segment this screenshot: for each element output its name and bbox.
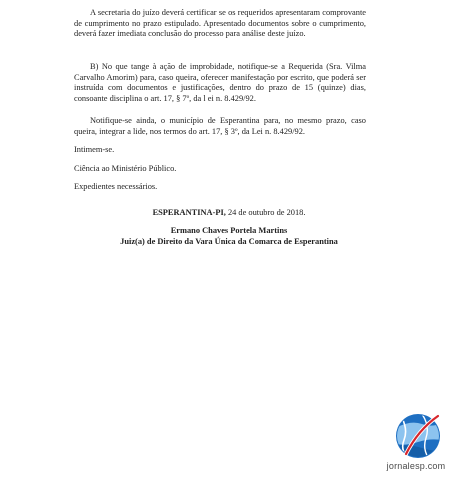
paragraph-municipality-notification: Notifique-se ainda, o município de Esperantina para, no mesmo prazo, caso queira, integrar a lide, nos termos do art. 17, § 3º, da Lei n. 8.429/92.: [74, 116, 366, 136]
expedientes-text: Expedientes necessários.: [74, 182, 158, 191]
date-text: 24 de outubro de 2018.: [225, 208, 306, 217]
intimem-text: Intimem-se.: [74, 145, 115, 154]
paragraph-certification: A secretaria do juízo deverá certificar se os requeridos apresentaram comprovante de cumprimento no prazo estipulado. Apresentado documentos sobre o cumprimento, deverá fazer imediata conclusão do processo para análise deste juízo.: [74, 8, 366, 39]
signer-name: Ermano Chaves Portela Martins: [170, 226, 288, 235]
signer-title: Juiz(a) de Direito da Vara Única da Comarca de Esperantina: [120, 237, 338, 246]
place-text: ESPERANTINA-PI,: [152, 208, 226, 217]
globe-logo-icon: [392, 410, 444, 462]
watermark-caption: jornalesp.com: [386, 461, 446, 471]
ciencia-text: Ciência ao Ministério Público.: [74, 164, 177, 173]
paragraph-improbity-notification: B) No que tange à ação de improbidade, notifique-se a Requerida (Sra. Vilma Carvalho Amorim) para, caso queira, oferecer manifestação por escrito, que poderá ser instruída com documentos e justificações, dentro do prazo de 15 (quinze) dias, consoante disciplina o art. 17, § 7º, da l ei n. 8.429/92.: [74, 62, 366, 103]
place-date-line: [0, 208, 458, 219]
